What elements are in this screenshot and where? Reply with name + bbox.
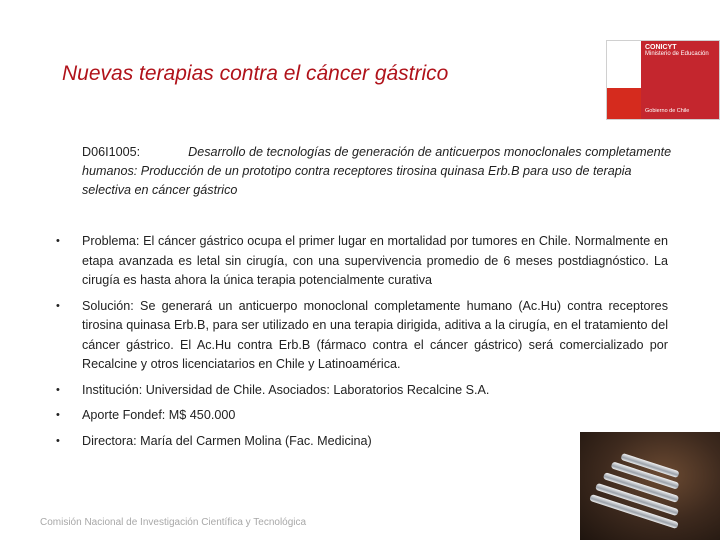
- project-description: [82, 143, 672, 200]
- footer-text: Comisión Nacional de Investigación Científica y Tecnológica: [40, 517, 307, 528]
- bullet-label: Institución:: [82, 382, 143, 397]
- bullet-label: Aporte Fondef:: [82, 408, 166, 422]
- logo-government: Gobierno de Chile: [645, 108, 690, 114]
- bullet-label: Solución:: [82, 298, 134, 313]
- conicyt-logo: [606, 40, 720, 120]
- bullet-solucion: [56, 297, 668, 375]
- bullet-text: El cáncer gástrico ocupa el primer lugar en mortalidad por tumores en Chile. Normalmente en etapa avanzada es letal sin cirugía, con una supervivencia promedio de 6 meses postdiagnóstico. La cirugía es hasta ahora la única terapia potencialmente curativa: [82, 234, 668, 287]
- bullet-text: Se generará un anticuerpo monoclonal completamente humano (Ac.Hu) contra receptores tirosina quinasa Erb.B, para ser utilizado en una terapia dirigida, aditiva a la cirugía, en el tratamiento del cáncer gástrico. El Ac.Hu contra Erb.B (fármaco contra el cáncer gástrico) será comercializado por Recalcine y otros licenciatarios en Chile y Latinoamérica.: [82, 298, 668, 371]
- vials-photo: [580, 432, 720, 540]
- logo-name: CONICYT: [645, 44, 677, 51]
- bullet-icon: •: [56, 299, 60, 312]
- bullet-aporte: [56, 406, 668, 426]
- bullet-institucion: [56, 381, 668, 401]
- bullet-label: Directora:: [82, 433, 137, 448]
- bullet-list: [56, 232, 668, 457]
- bullet-text: Universidad de Chile.: [142, 382, 269, 397]
- bullet-label-asociados: Asociados:: [268, 382, 330, 397]
- project-code: D06I1005:: [82, 145, 141, 159]
- bullet-icon: •: [56, 409, 60, 421]
- chile-flag-icon: [607, 41, 641, 119]
- project-title: Desarrollo de tecnologías de generación de anticuerpos monoclonales completamente humanos: Producción de un prototipo contra receptores tirosina quinasa Erb.B para uso de terapia selectiva en cáncer gástrico: [82, 145, 672, 197]
- bullet-icon: •: [56, 383, 60, 396]
- bullet-directora: [56, 432, 668, 452]
- logo-ministry: Ministerio de Educación: [645, 51, 709, 57]
- bullet-text: María del Carmen Molina (Fac. Medicina): [136, 433, 372, 448]
- bullet-icon: •: [56, 235, 60, 247]
- bullet-text: M$ 450.000: [165, 408, 236, 422]
- bullet-icon: •: [56, 434, 60, 447]
- bullet-label: Problema:: [82, 234, 140, 248]
- bullet-problema: [56, 232, 668, 291]
- slide-title: Nuevas terapias contra el cáncer gástrico: [62, 62, 449, 85]
- bullet-text-asociados: Laboratorios Recalcine S.A.: [329, 382, 490, 397]
